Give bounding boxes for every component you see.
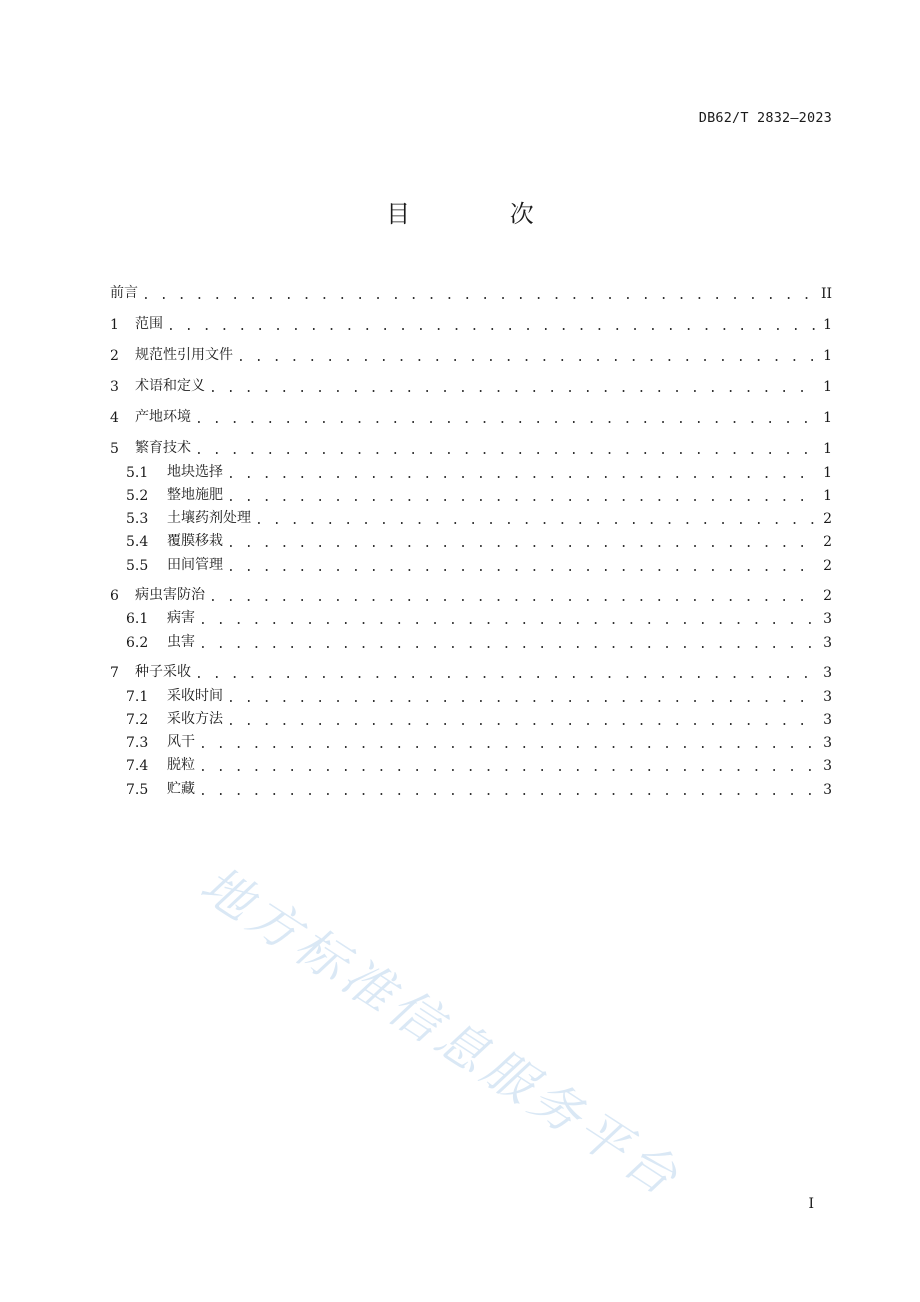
toc-entry-label: 土壤药剂处理	[167, 510, 251, 526]
toc-entry-number: 5.1	[126, 465, 149, 481]
toc-entry[interactable]	[126, 482, 832, 504]
toc-entry-number: 7.3	[126, 735, 149, 751]
toc-leader-dots	[227, 561, 818, 574]
toc-entry-label: 前言	[110, 285, 138, 301]
toc-entry-number: 7.2	[126, 712, 149, 728]
toc-entry-number: 5.2	[126, 488, 149, 504]
toc-leader-dots	[227, 537, 818, 550]
toc-entry-label: 术语和定义	[135, 378, 205, 394]
toc-entry-page: 3	[823, 735, 832, 751]
toc-entry-page: 2	[823, 534, 832, 550]
toc-entry-label: 脱粒	[167, 757, 195, 773]
toc-entry-page: 2	[823, 511, 832, 527]
toc-entry-number: 5.5	[126, 558, 149, 574]
standard-code: DB62/T 2832—2023	[698, 110, 832, 126]
toc-entry-number: 7.4	[126, 758, 149, 774]
toc-leader-dots	[227, 692, 818, 705]
toc-entry[interactable]	[126, 776, 832, 798]
toc-entry-number: 2	[110, 348, 119, 364]
toc-entry-page: 1	[823, 488, 832, 504]
toc-entry-page: 1	[823, 441, 832, 457]
toc-entry-page: II	[820, 286, 832, 302]
toc-entry-number: 7.5	[126, 782, 149, 798]
toc-leader-dots	[255, 514, 818, 527]
toc-leader-dots	[209, 591, 818, 604]
page-number: I	[808, 1196, 814, 1212]
toc-entry-number: 6.1	[126, 611, 149, 627]
toc-entry-number: 7	[110, 665, 119, 681]
toc-leader-dots	[237, 351, 818, 364]
toc-entry-number: 5.3	[126, 511, 149, 527]
toc-entry[interactable]	[126, 706, 832, 728]
toc-entry-number: 7.1	[126, 689, 149, 705]
toc-leader-dots	[195, 668, 818, 681]
toc-entry-number: 6	[110, 588, 119, 604]
toc-entry-label: 采收方法	[167, 711, 223, 727]
toc-entry-label: 整地施肥	[167, 487, 223, 503]
toc-entry-page: 3	[823, 635, 832, 651]
watermark: 地方标准信息服务平台	[190, 855, 692, 1209]
toc-entry[interactable]	[110, 404, 832, 426]
toc-entry[interactable]	[126, 552, 832, 574]
toc-entry-number: 3	[110, 379, 119, 395]
toc-leader-dots	[199, 738, 818, 751]
toc-entry-label: 种子采收	[135, 664, 191, 680]
toc-entry-label: 产地环境	[135, 409, 191, 425]
toc-entry-label: 规范性引用文件	[135, 347, 233, 363]
toc-entry-page: 3	[823, 712, 832, 728]
toc-entry[interactable]	[126, 683, 832, 705]
toc-entry-label: 繁育技术	[135, 440, 191, 456]
toc-entry-label: 地块选择	[167, 464, 223, 480]
toc-leader-dots	[195, 444, 818, 457]
toc-entry-label: 田间管理	[167, 557, 223, 573]
toc-leader-dots	[199, 638, 818, 651]
toc-leader-dots	[227, 715, 818, 728]
toc-entry[interactable]	[110, 435, 832, 457]
toc-entry-label: 范围	[135, 316, 163, 332]
toc-entry-label: 病虫害防治	[135, 587, 205, 603]
toc-entry-page: 3	[823, 665, 832, 681]
toc-entry[interactable]	[110, 280, 832, 302]
page-title: 目 次	[386, 200, 580, 228]
toc-entry-page: 1	[823, 317, 832, 333]
toc-entry[interactable]	[126, 752, 832, 774]
toc-entry-number: 5.4	[126, 534, 149, 550]
toc-entry-page: 3	[823, 689, 832, 705]
toc-entry-page: 3	[823, 758, 832, 774]
toc-entry[interactable]	[110, 311, 832, 333]
toc-entry[interactable]	[126, 729, 832, 751]
toc-entry[interactable]	[126, 528, 832, 550]
toc-entry-page: 1	[823, 465, 832, 481]
toc-leader-dots	[167, 320, 818, 333]
toc-leader-dots	[227, 491, 818, 504]
toc-entry-label: 虫害	[167, 634, 195, 650]
toc-entry-number: 4	[110, 410, 119, 426]
toc-entry-label: 风干	[167, 734, 195, 750]
toc-leader-dots	[227, 468, 818, 481]
toc-entry-page: 2	[823, 558, 832, 574]
toc-entry[interactable]	[110, 582, 832, 604]
toc-entry-page: 1	[823, 410, 832, 426]
toc-entry-label: 贮藏	[167, 781, 195, 797]
toc-leader-dots	[199, 785, 818, 798]
toc-entry-page: 2	[823, 588, 832, 604]
toc-entry[interactable]	[126, 629, 832, 651]
toc-entry-page: 1	[823, 379, 832, 395]
toc-entry-page: 3	[823, 782, 832, 798]
toc-entry[interactable]	[110, 342, 832, 364]
toc-entry[interactable]	[110, 659, 832, 681]
toc-entry-number: 6.2	[126, 635, 149, 651]
toc-leader-dots	[209, 382, 818, 395]
toc-entry-number: 1	[110, 317, 119, 333]
toc-leader-dots	[142, 289, 817, 302]
toc-entry-label: 覆膜移栽	[167, 533, 223, 549]
toc-leader-dots	[199, 761, 818, 774]
toc-entry-number: 5	[110, 441, 119, 457]
toc-entry[interactable]	[126, 459, 832, 481]
toc-entry-label: 采收时间	[167, 688, 223, 704]
toc-leader-dots	[199, 614, 818, 627]
toc-entry[interactable]	[126, 505, 832, 527]
toc-entry[interactable]	[110, 373, 832, 395]
toc-entry[interactable]	[126, 605, 832, 627]
toc-entry-label: 病害	[167, 610, 195, 626]
toc-entry-page: 1	[823, 348, 832, 364]
toc-leader-dots	[195, 413, 818, 426]
toc-entry-page: 3	[823, 611, 832, 627]
